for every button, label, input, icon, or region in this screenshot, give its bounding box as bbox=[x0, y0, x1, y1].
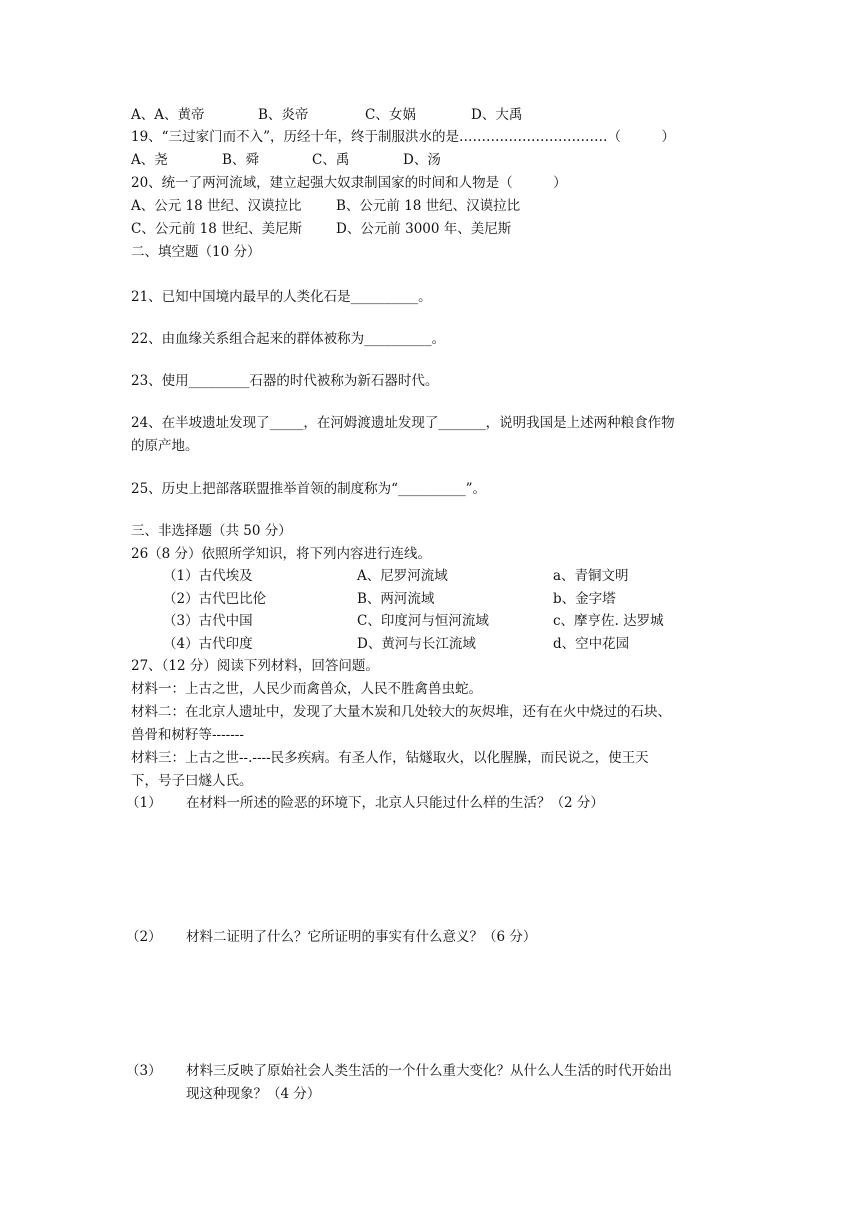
q26-river: A、尼罗河流域 bbox=[357, 568, 448, 584]
section2-heading: 二、填空题（10 分） bbox=[131, 244, 261, 260]
q26-river: B、两河流域 bbox=[357, 591, 435, 607]
q20-option-d: D、公元前 3000 年、美尼斯 bbox=[336, 221, 512, 237]
q20-option-b: B、公元前 18 世纪、汉谟拉比 bbox=[336, 198, 521, 214]
material-3-line1: 材料三：上古之世--.----民多疾病。有圣人作，钻燧取火，以化腥臊，而民说之，使王天 bbox=[131, 750, 649, 766]
material-2-line1: 材料二：在北京人遗址中，发现了大量木炭和几处较大的灰烬堆，还有在火中烧过的石块、 bbox=[131, 704, 671, 720]
q26-civilization: （3）古代中国 bbox=[163, 613, 253, 629]
q26-stem: 26（8 分）依照所学知识，将下列内容进行连线。 bbox=[131, 546, 432, 562]
q18-option-c: C、女娲 bbox=[365, 107, 416, 123]
sub-question-2-text: 材料二证明了什么？它所证明的事实有什么意义？（6 分） bbox=[186, 929, 537, 945]
q25: 25、历史上把部落联盟推举首领的制度称为“__________”。 bbox=[131, 481, 486, 497]
q19-option-a: A、尧 bbox=[131, 152, 168, 168]
q26-civilization: （1）古代埃及 bbox=[163, 568, 253, 584]
material-3-line2: 下，号子曰燧人氏。 bbox=[131, 773, 253, 789]
q20-option-a: A、公元 18 世纪、汉谟拉比 bbox=[131, 198, 302, 214]
q26-civilization: （4）古代印度 bbox=[163, 636, 253, 652]
material-2-line2: 兽骨和树籽等------- bbox=[131, 727, 244, 743]
q26-item: c、摩亨佐. 达罗城 bbox=[553, 613, 664, 629]
q20-option-c: C、公元前 18 世纪、美尼斯 bbox=[131, 221, 303, 237]
sub-question-1-text: 在材料一所述的险恶的环境下，北京人只能过什么样的生活？（2 分） bbox=[186, 795, 604, 811]
material-1: 材料一：上古之世，人民少而禽兽众，人民不胜禽兽虫蛇。 bbox=[131, 681, 482, 697]
q19-option-b: B、舜 bbox=[222, 152, 259, 168]
q21: 21、已知中国境内最早的人类化石是__________。 bbox=[131, 289, 432, 305]
q22: 22、由血缘关系组合起来的群体被称为__________。 bbox=[131, 331, 446, 347]
q19-stem: 19、“三过家门而不入”，历经十年，终于制服洪水的是……………………………（ ） bbox=[131, 129, 675, 145]
q26-item: b、金字塔 bbox=[553, 591, 616, 607]
q26-civilization: （2）古代巴比伦 bbox=[163, 591, 267, 607]
sub-question-3-number: （3） bbox=[126, 1063, 162, 1079]
sub-question-3-text-line2: 现这种现象？（4 分） bbox=[186, 1086, 321, 1102]
sub-question-3-text-line1: 材料三反映了原始社会人类生活的一个什么重大变化？从什么人生活的时代开始出 bbox=[186, 1063, 672, 1079]
q26-item: a、青铜文明 bbox=[553, 568, 629, 584]
q19-option-c: C、禹 bbox=[312, 152, 350, 168]
q26-item: d、空中花园 bbox=[553, 636, 630, 652]
q24-line1: 24、在半坡遗址发现了_____，在河姆渡遗址发现了_______，说明我国是上述两种粮食作物 bbox=[131, 415, 675, 431]
q23: 23、使用_________石器的时代被称为新石器时代。 bbox=[131, 373, 439, 389]
q27-stem: 27、（12 分）阅读下列材料，回答问题。 bbox=[131, 658, 379, 674]
sub-question-1-number: （1） bbox=[126, 795, 162, 811]
section3-heading: 三、非选择题（共 50 分） bbox=[131, 523, 292, 539]
q26-river: C、印度河与恒河流域 bbox=[357, 613, 489, 629]
q18-option-a: A、A、黄帝 bbox=[131, 107, 205, 123]
q24-line2: 的原产地。 bbox=[131, 438, 199, 454]
sub-question-2-number: （2） bbox=[126, 929, 162, 945]
q20-stem: 20、统一了两河流域，建立起强大奴隶制国家的时间和人物是（ ） bbox=[131, 175, 567, 191]
q18-option-b: B、炎帝 bbox=[258, 107, 309, 123]
q18-option-d: D、大禹 bbox=[471, 107, 523, 123]
q26-river: D、黄河与长江流域 bbox=[357, 636, 476, 652]
q19-option-d: D、汤 bbox=[403, 152, 441, 168]
